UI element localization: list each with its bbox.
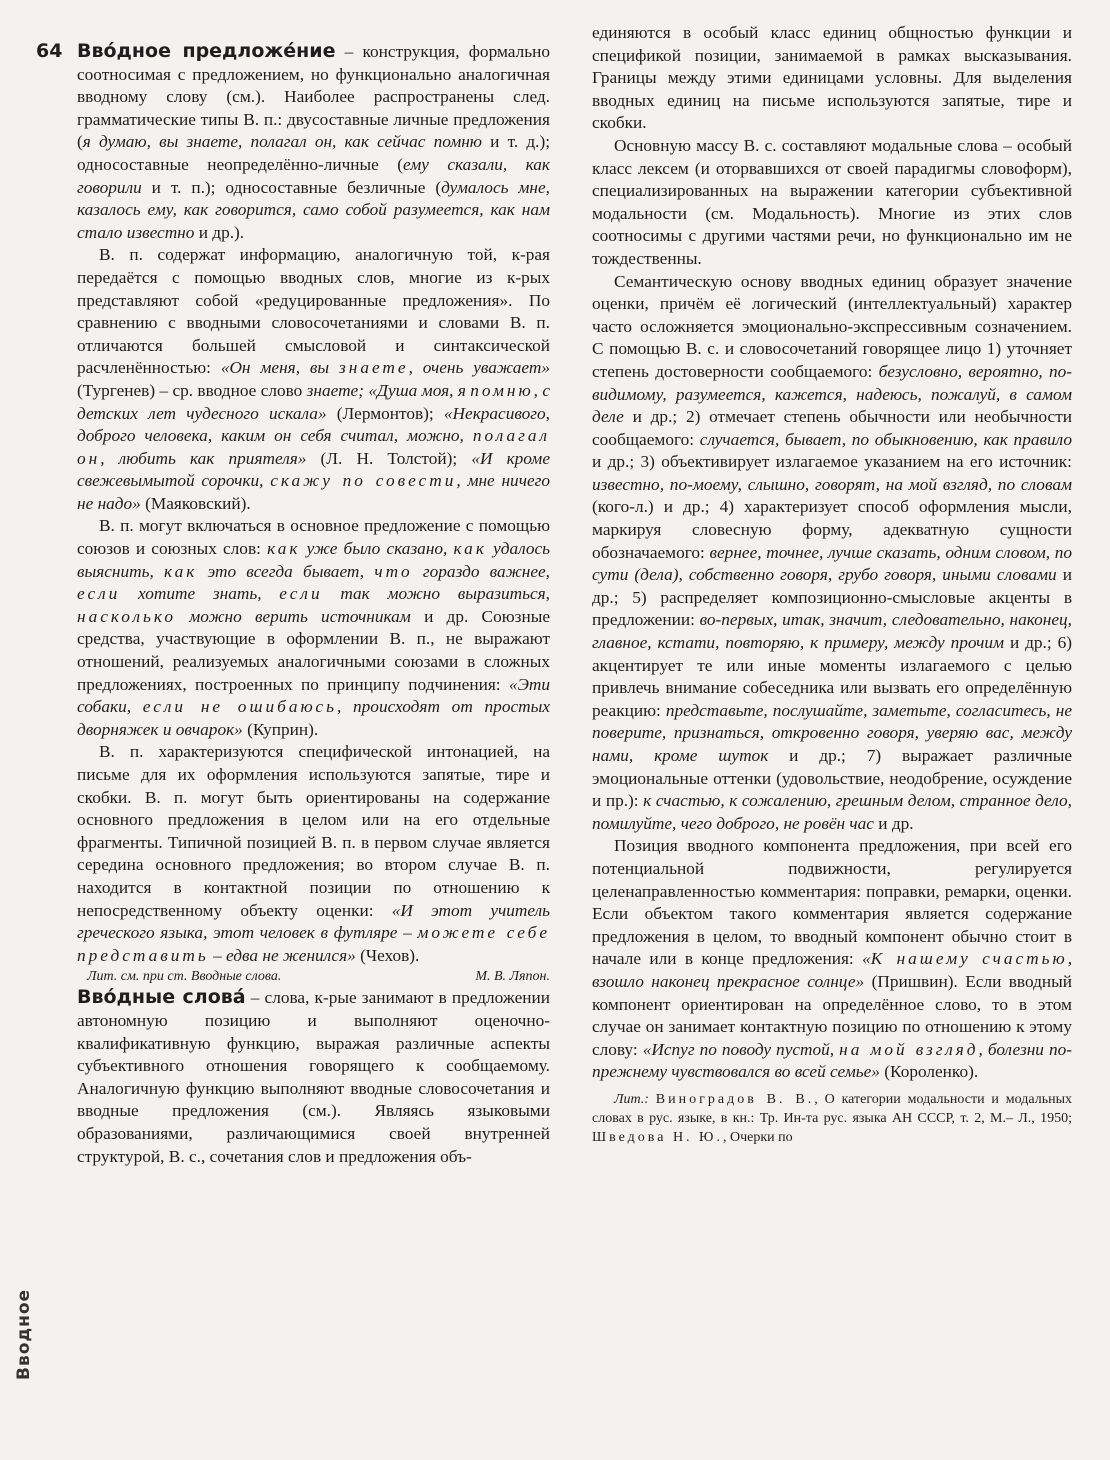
paragraph: В. п. содержат информацию, аналогичную той, к-рая передаётся с помощью вводных слов, многие из к-рых представляют собой «редуцированные предложения». По сравнению с вводными словосочетаниями и словами В. п. отличаются большей смысловой и синтаксической расчленённостью: «Он меня, вы знаете, очень уважает» (Тургенев) – ср. вводное слово знаете; «Душа моя, я помню, с детских лет чудесного искала» (Лермонтов); «Некрасивого, доброго человека, каким он себя считал, можно, полагал он, любить как приятеля» (Л. Н. Толстой); «И кроме свежевымытой сорочки, скажу по совести, мне ничего не надо» (Маяковский).: [77, 245, 551, 513]
paragraph: Семантическую основу вводных единиц образует значение оценки, причём её логический (интеллектуальный) характер часто осложняется эмоционально-экспрессивным созначением. С помощью В. с. и словосочетаний говорящее лицо 1) уточняет степень достоверности сообщаемого: безусловно, вероятно, по-видимому, разумеется, кажется, надеюсь, пожалуй, в самом деле и др.; 2) отмечает степень обычности или необычности сообщаемого: случается, бывает, по обыкновению, как правило и др.; 3) объективирует излагаемое указанием на его источник: известно, по-моему, слышно, говорят, на мой взгляд, по словам (кого-л.) и др.; 4) характеризует способ оформления мысли, маркируя словесную форму, адекватную сущности обозначаемого: вернее, точнее, лучше сказать, одним словом, по сути (дела), собственно говоря, грубо говоря, иными словами и др.; 5) распределяет композиционно-смысловые акценты в предложении: во-первых, итак, значит, следовательно, наконец, главное, кстати, повторяю, к примеру, между прочим и др.; 6) акцентирует те или иные моменты излагаемого с целью привлечь внимание собеседника или вызвать его определённую реакцию: представьте, послушайте, заметьте, согласитесь, не поверите, признаться, откровенно говоря, уверяю вас, между нами, кроме шуток и др.; 7) выражает различные эмоциональные оттенки (удовольствие, неодобрение, осуждение и пр.): к счастью, к сожалению, грешным делом, странное дело, помилуйте, чего доброго, не ровён час и др.: [592, 271, 1072, 833]
headword: Вво́дное предложе́ние: [77, 40, 336, 62]
side-running-head: Вводное: [14, 1288, 34, 1380]
literature-reference: Лит. см. при ст. Вводные слова. М. В. Ляпон.: [87, 969, 550, 985]
paragraph: Основную массу В. с. составляют модальные слова – особый класс лексем (и оторвавшихся от своей парадигмы словоформ), специализированных на выражении категории субъективной модальности (см. Модальность). Многие из этих слов соотносимы с другими частями речи, но функционально им не тождественны.: [592, 135, 1072, 268]
paragraph: В. п. могут включаться в основное предложение с помощью союзов и союзных слов: как уже было сказано, как удалось выяснить, как это всегда бывает, что гораздо важнее, если хотите знать, если так можно выразиться, насколько можно верить источникам и др. Союзные средства, участвующие в оформлении В. п., не выражают отношений, реализуемых аналогичными союзами в сложных предложениях, построенных по принципу подчинения: «Эти собаки, если не ошибаюсь, происходят от простых дворняжек и овчарок» (Куприн).: [77, 516, 551, 739]
entry-vvodnye-slova: Вво́дные слова́ – слова, к-рые занимают в предложении автономную позицию и выполняют оценочно-квалификативную функцию, выражая различные аспекты субъективного отношения говорящего к сообщаемому. Аналогичную функцию выполняют вводные словосочетания и вводные предложения (см.). Являясь языковыми образованиями, различающимися своей внутренней структурой, В. с., сочетания слов и предложения объ-: [77, 986, 551, 1166]
paragraph-continued: единяются в особый класс единиц общностью функции и спецификой позиции, занимаемой в рамках высказывания. Границы между этими единицами условны. Для выделения вводных единиц на письме используются запятые, тире и скобки.: [592, 23, 1072, 133]
left-column: [77, 40, 550, 1168]
paragraph: В. п. характеризуются специфической интонацией, на письме для их оформления используются запятые, тире и скобки. В. п. могут быть ориентированы на содержание основного предложения в целом или на его отдельные фрагменты. Типичной позицией В. п. в первом случае является середина основного предложения; во втором случае В. п. находится в контактной позиции по отношению к непосредственному объекту оценки: «И этот учитель греческого языка, этот человек в футляре – можете себе представить – едва не женился» (Чехов).: [77, 742, 551, 965]
entry-author: М. В. Ляпон.: [475, 969, 550, 985]
headword: Вво́дные слова́: [77, 986, 246, 1009]
entry-vvodnoe-predlozhenie: Вво́дное предложе́ние – конструкция, формально соотносимая с предложением, но функционально аналогичная вводному слову (см.). Наиболее распространены след. грамматические типы В. п.: двусоставные личные предложения (я думаю, вы знаете, полагал он, как сейчас помню и т. д.); односоставные неопределённо-личные (ему сказали, как говорили и т. п.); односоставные безличные (думалось мне, казалось ему, как говорится, само собой разумеется, как нам стало известно и др.).: [77, 40, 550, 242]
literature-list: Лит.: Виноградов В. В., О категории модальности и модальных словах в рус. языке, в кн.: Тр. Ин-та рус. языка АН СССР, т. 2, М.– Л., 1950; Шведова Н. Ю., Очерки по: [592, 1091, 1072, 1145]
right-column: [592, 22, 1072, 1147]
page-number: 64: [36, 40, 63, 62]
paragraph: Позиция вводного компонента предложения, при всей его потенциальной подвижности, регулируется целенаправленностью комментария: поправки, ремарки, оценки. Если объектом такого комментария является содержание предложения в целом, то вводный компонент обычно стоит в начале или в конце предложения: «К нашему счастью, взошло наконец прекрасное солнце» (Пришвин). Если вводный компонент ориентирован на определённое слово, то в этом случае он занимает контактную позицию по отношению к этому слову: «Испуг по поводу пустой, на мой взгляд, болезни по-прежнему чувствовался во всей семье» (Короленко).: [592, 836, 1073, 1082]
